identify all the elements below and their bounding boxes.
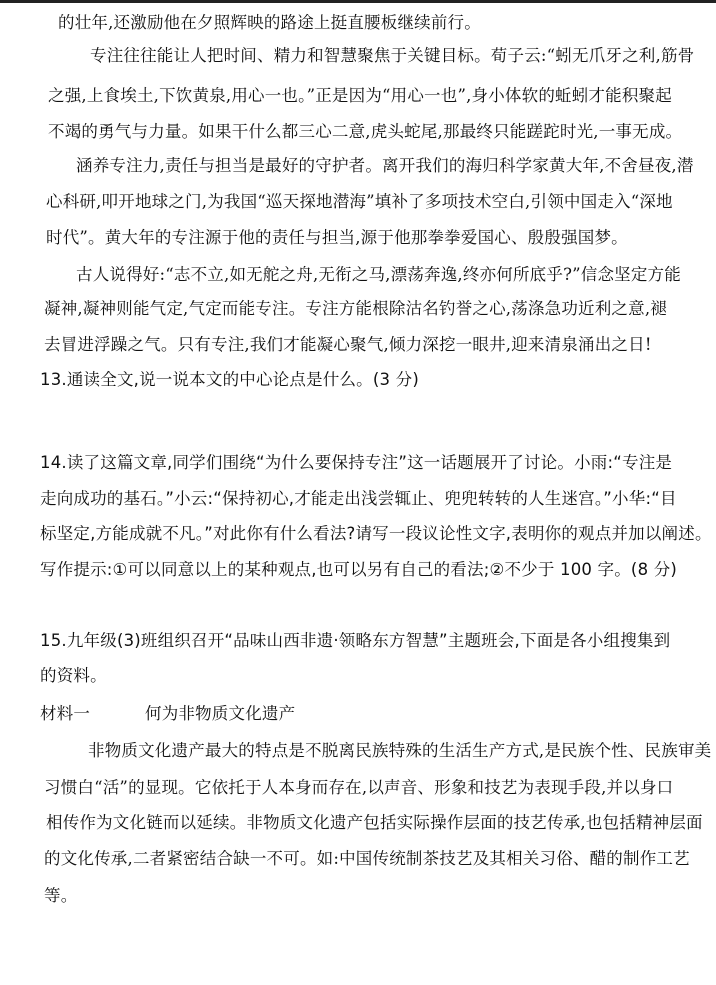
- question-14-line: 写作提示:①可以同意以上的某种观点,也可以另有自己的看法;②不少于 100 字。(8 分): [40, 560, 678, 579]
- material-line: 非物质文化遗产最大的特点是不脱离民族特殊的生活生产方式,是民族个性、民族审美: [88, 741, 712, 760]
- question-14-line: 14.读了这篇文章,同学们围绕“为什么要保持专注”这一话题展开了讨论。小雨:“专注是: [40, 453, 673, 472]
- paragraph-line: 的壮年,还激励他在夕照辉映的路途上挺直腰板继续前行。: [58, 13, 481, 32]
- question-15-line: 的资料。: [40, 666, 107, 685]
- material-line: 习惯白“活”的显现。它依托于人本身而存在,以声音、形象和技艺为表现手段,并以身口: [44, 778, 674, 797]
- paragraph-line: 时代”。黄大年的专注源于他的责任与担当,源于他那拳拳爱国心、殷殷强国梦。: [46, 228, 628, 247]
- material-line: 相传作为文化链而以延续。非物质文化遗产包括实际操作层面的技艺传承,也包括精神层面: [46, 813, 703, 832]
- paragraph-line: 去冒进浮躁之气。只有专注,我们才能凝心聚气,倾力深挖一眼井,迎来清泉涌出之日!: [44, 335, 652, 354]
- material-line: 等。: [44, 886, 78, 905]
- paragraph-line: 之强,上食埃土,下饮黄泉,用心一也。”正是因为“用心一也”,身小体软的蚯蚓才能积聚起: [48, 86, 672, 105]
- page-top-border: [0, 0, 716, 3]
- material-line: 的文化传承,二者紧密结合缺一不可。如:中国传统制茶技艺及其相关习俗、醋的制作工艺: [44, 849, 690, 868]
- paragraph-line: 专注往往能让人把时间、精力和智慧聚焦于关键目标。荀子云:“蚓无爪牙之利,筋骨: [90, 46, 695, 65]
- material-heading: 何为非物质文化遗产: [145, 704, 296, 723]
- question-14-line: 走向成功的基石。”小云:“保持初心,才能走出浅尝辄止、兜兜转转的人生迷宫。”小华:“目: [40, 489, 677, 508]
- question-15-line: 15.九年级(3)班组织召开“品味山西非遗·领略东方智慧”主题班会,下面是各小组搜集到: [40, 631, 671, 650]
- question-13: 13.通读全文,说一说本文的中心论点是什么。(3 分): [40, 370, 420, 389]
- material-label: 材料一: [40, 704, 91, 723]
- question-14-line: 标坚定,方能成就不凡。”对此你有什么看法?请写一段议论性文字,表明你的观点并加以阐述。: [40, 524, 712, 543]
- paragraph-line: 凝神,凝神则能气定,气定而能专注。专注方能根除沽名钓誉之心,荡涤急功近利之意,褪: [44, 299, 667, 318]
- paragraph-line: 古人说得好:“志不立,如无舵之舟,无衔之马,漂荡奔逸,终亦何所底乎?”信念坚定方能: [76, 265, 681, 284]
- paragraph-line: 不竭的勇气与力量。如果干什么都三心二意,虎头蛇尾,那最终只能蹉跎时光,一事无成。: [48, 122, 683, 141]
- paragraph-line: 心科研,叩开地球之门,为我国“巡天探地潜海”填补了多项技术空白,引领中国走入“深地: [46, 192, 673, 211]
- paragraph-line: 涵养专注力,责任与担当是最好的守护者。离开我们的海归科学家黄大年,不舍昼夜,潜: [76, 156, 694, 175]
